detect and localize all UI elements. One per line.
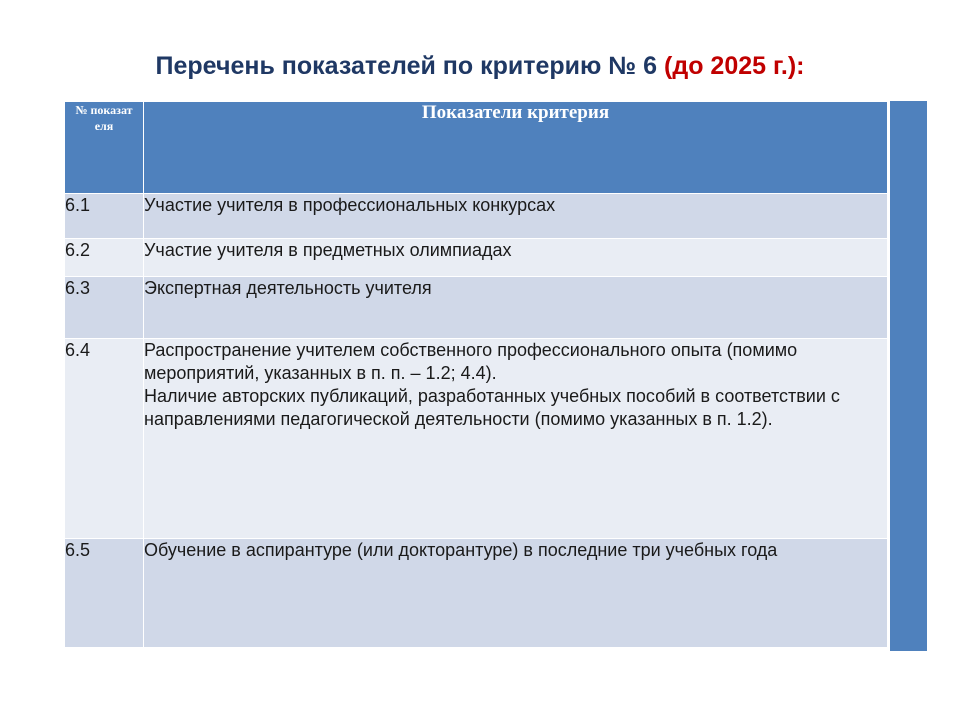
table-row xyxy=(65,239,888,277)
table-header-row xyxy=(65,102,888,194)
row-number: 6.5 xyxy=(65,539,144,648)
table-row xyxy=(65,277,888,339)
row-number: 6.4 xyxy=(65,339,144,539)
criteria-table xyxy=(64,101,888,648)
slide-title xyxy=(0,52,960,81)
row-text: Экспертная деятельность учителя xyxy=(144,277,888,339)
header-title-column: Показатели критерия xyxy=(144,102,888,194)
row-text: Обучение в аспирантуре (или докторантуре) в последние три учебных года xyxy=(144,539,888,648)
header-number-column: № показат еля xyxy=(65,102,144,194)
table-row xyxy=(65,339,888,539)
slide-title-main: Перечень показателей по критерию № 6 xyxy=(155,52,664,80)
slide-title-accent: (до 2025 г.): xyxy=(664,52,805,80)
row-text-multi xyxy=(144,339,888,539)
row-number: 6.3 xyxy=(65,277,144,339)
table-row xyxy=(65,194,888,239)
table-row xyxy=(65,539,888,648)
row-text: Участие учителя в предметных олимпиадах xyxy=(144,239,888,277)
row-text-paragraph-1: Распространение учителем собственного профессионального опыта (помимо мероприятий, указанных в п. п. – 1.2; 4.4). xyxy=(144,340,798,383)
row-text-paragraph-2: Наличие авторских публикаций, разработанных учебных пособий в соответствии с направлениями педагогической деятельности (помимо указанных в п. 1.2). xyxy=(144,386,840,429)
row-number: 6.2 xyxy=(65,239,144,277)
row-number: 6.1 xyxy=(65,194,144,239)
row-text: Участие учителя в профессиональных конкурсах xyxy=(144,194,888,239)
decorative-side-bar xyxy=(890,101,927,651)
